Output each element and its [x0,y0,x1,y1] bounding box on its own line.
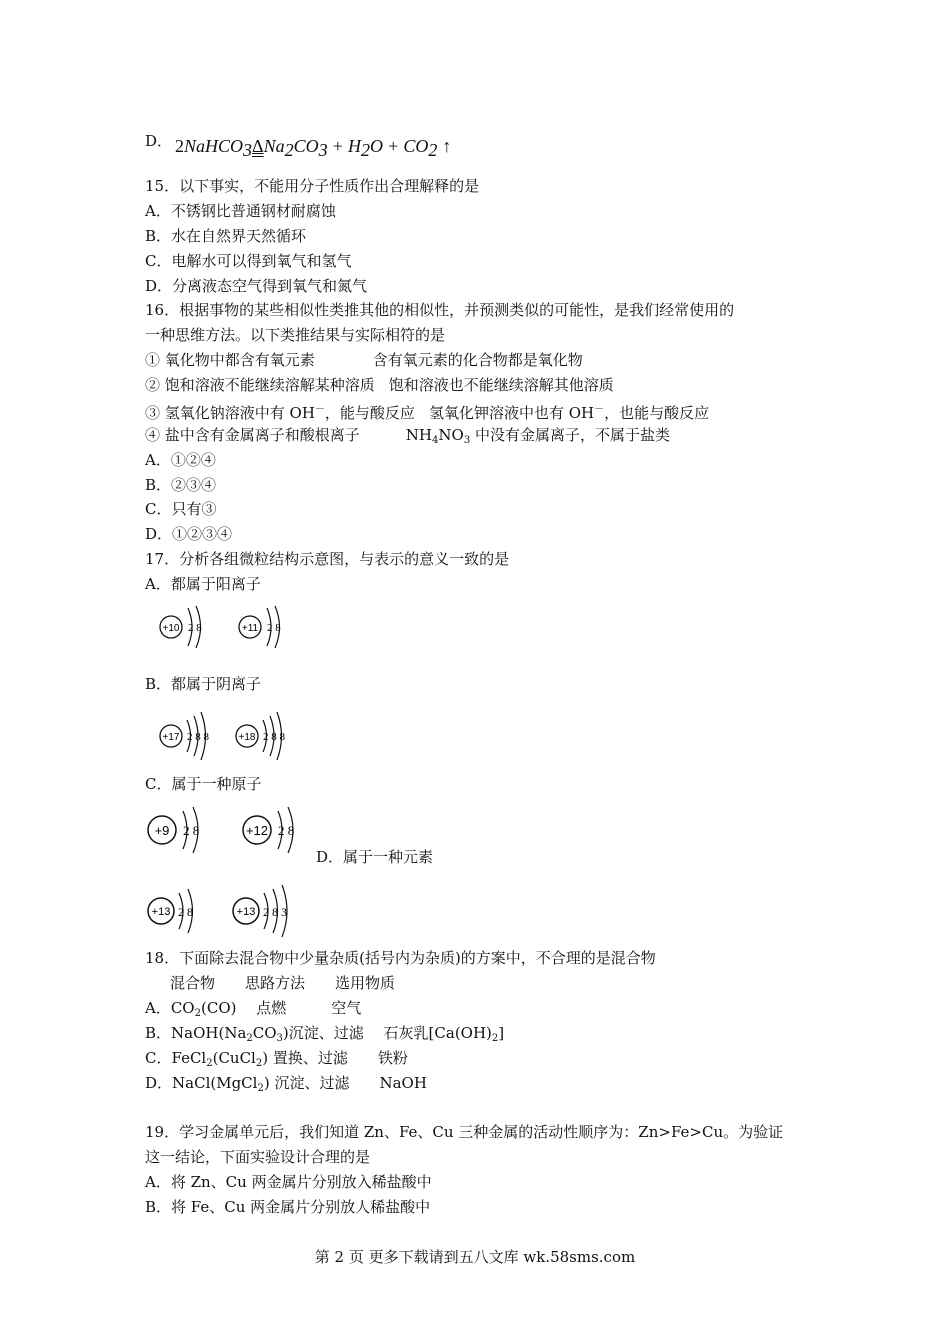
q15-stem: 15．以下事实，不能用分子性质作出合理解释的是 [145,177,480,195]
atom-diagram-b2 [236,712,286,760]
page-footer: 第 2 页 更多下载请到五八文库 wk.58sms.com [314,1248,636,1266]
q18-option-b: B．$NaOH(Na_2CO_3)$沉淀、过滤 石灰乳$[Ca(OH)_2]$ [145,1024,505,1044]
q15-option-a: A．不锈钢比普通钢材耐腐蚀 [145,202,336,220]
q19-option-a: A．将 Zn、Cu 两金属片分别放入稀盐酸中 [145,1173,432,1191]
q19-option-b: B．将 Fe、Cu 两金属片分别放人稀盐酸中 [145,1198,431,1216]
q16-option-b: B．②③④ [145,476,217,494]
q16-stem-2: 一种思维方法。以下类推结果与实际相符的是 [145,326,446,344]
q18-stem: 18．下面除去混合物中少量杂质(括号内为杂质)的方案中，不合理的是混合物 [145,949,656,967]
q16-option-d: D．①②③④ [145,525,233,543]
svg-text:+9: +9 [154,823,170,838]
svg-text:2 8: 2 8 [188,622,202,634]
q17-diagrams-b [150,706,320,762]
svg-text:+11: +11 [241,623,259,634]
q17-option-b: B．都属于阴离子 [145,675,262,693]
svg-text:2 8 3: 2 8 3 [263,905,287,919]
q17-option-a: A．都属于阳离子 [145,575,261,593]
q16-statement-2: ② 饱和溶液不能继续溶解某种溶质 饱和溶液也不能继续溶解其他溶质 [145,376,614,394]
svg-text:2 8: 2 8 [267,622,281,634]
svg-text:2 8: 2 8 [183,823,200,838]
q16-statement-4: ④ 盐中含有金属离子和酸根离子 $NH_4NO_3$ 中没有金属离子，不属于盐类 [145,426,670,446]
q16-statement-1: ① 氧化物中都含有氧元素 含有氧元素的化合物都是氧化物 [145,351,583,369]
q18-option-c: C．FeCl$_2$(CuCl$_2$) 置换、过滤 铁粉 [145,1049,408,1069]
q17-stem: 17．分析各组微粒结构示意图，与表示的意义一致的是 [145,550,510,568]
q17-diagrams-c [145,803,315,857]
atom-diagram-d2 [233,885,287,937]
q17-diagrams-d [145,880,315,940]
q15-option-d: D．分离液态空气得到氧气和氮气 [145,277,368,295]
q16-option-c: C．只有③ [145,500,217,518]
svg-text:+13: +13 [236,906,256,918]
atom-diagram-c2 [243,807,294,853]
q19-stem-1: 19．学习金属单元后，我们知道 Zn、Fe、Cu 三种金属的活动性顺序为：Zn>Fe>Cu。为验证 [145,1123,784,1141]
svg-text:+10: +10 [162,623,180,634]
option-d-label: D． [145,132,173,150]
q16-stem-1: 16．根据事物的某些相似性类推其他的相似性，并预测类似的可能性，是我们经常使用的 [145,301,735,319]
atom-diagram-d1 [148,889,193,933]
svg-text:2 8: 2 8 [178,905,193,919]
svg-text:2 8: 2 8 [278,823,295,838]
q18-option-d: D．NaCl(MgCl$_2$) 沉淀、过滤 NaOH [145,1074,427,1094]
q15-option-b: B．水在自然界天然循环 [145,227,307,245]
q17-option-d: D．属于一种元素 [316,848,434,866]
q18-table-header: 混合物 思路方法 选用物质 [170,974,396,992]
q16-statement-3: ③ 氢氧化钠溶液中有 OH－，能与酸反应 氢氧化钾溶液中也有 OH－，也能与酸反应 [145,404,710,422]
atom-diagram-a1 [160,606,202,648]
atom-diagram-b1 [160,712,210,760]
svg-text:+18: +18 [238,732,256,743]
q15-option-c: C．电解水可以得到氧气和氢气 [145,252,352,270]
svg-text:2 8 8: 2 8 8 [187,731,209,743]
svg-text:+12: +12 [245,823,269,838]
atom-diagram-c1 [148,807,199,853]
svg-text:+13: +13 [151,906,171,918]
chemical-equation: $2NaHCO_3\Delta Na_2CO_3 + H_2O + CO_2$ ↑ [175,136,452,161]
q17-diagrams-a [150,600,310,652]
q17-option-c: C．属于一种原子 [145,775,262,793]
svg-text:+17: +17 [162,732,180,743]
svg-text:2 8 8: 2 8 8 [263,731,285,743]
q18-option-a: A．$CO_2(CO)$ 点燃 空气 [145,999,362,1019]
atom-diagram-a2 [239,606,281,648]
q16-option-a: A．①②④ [145,451,216,469]
q19-stem-2: 这一结论，下面实验设计合理的是 [145,1148,371,1166]
